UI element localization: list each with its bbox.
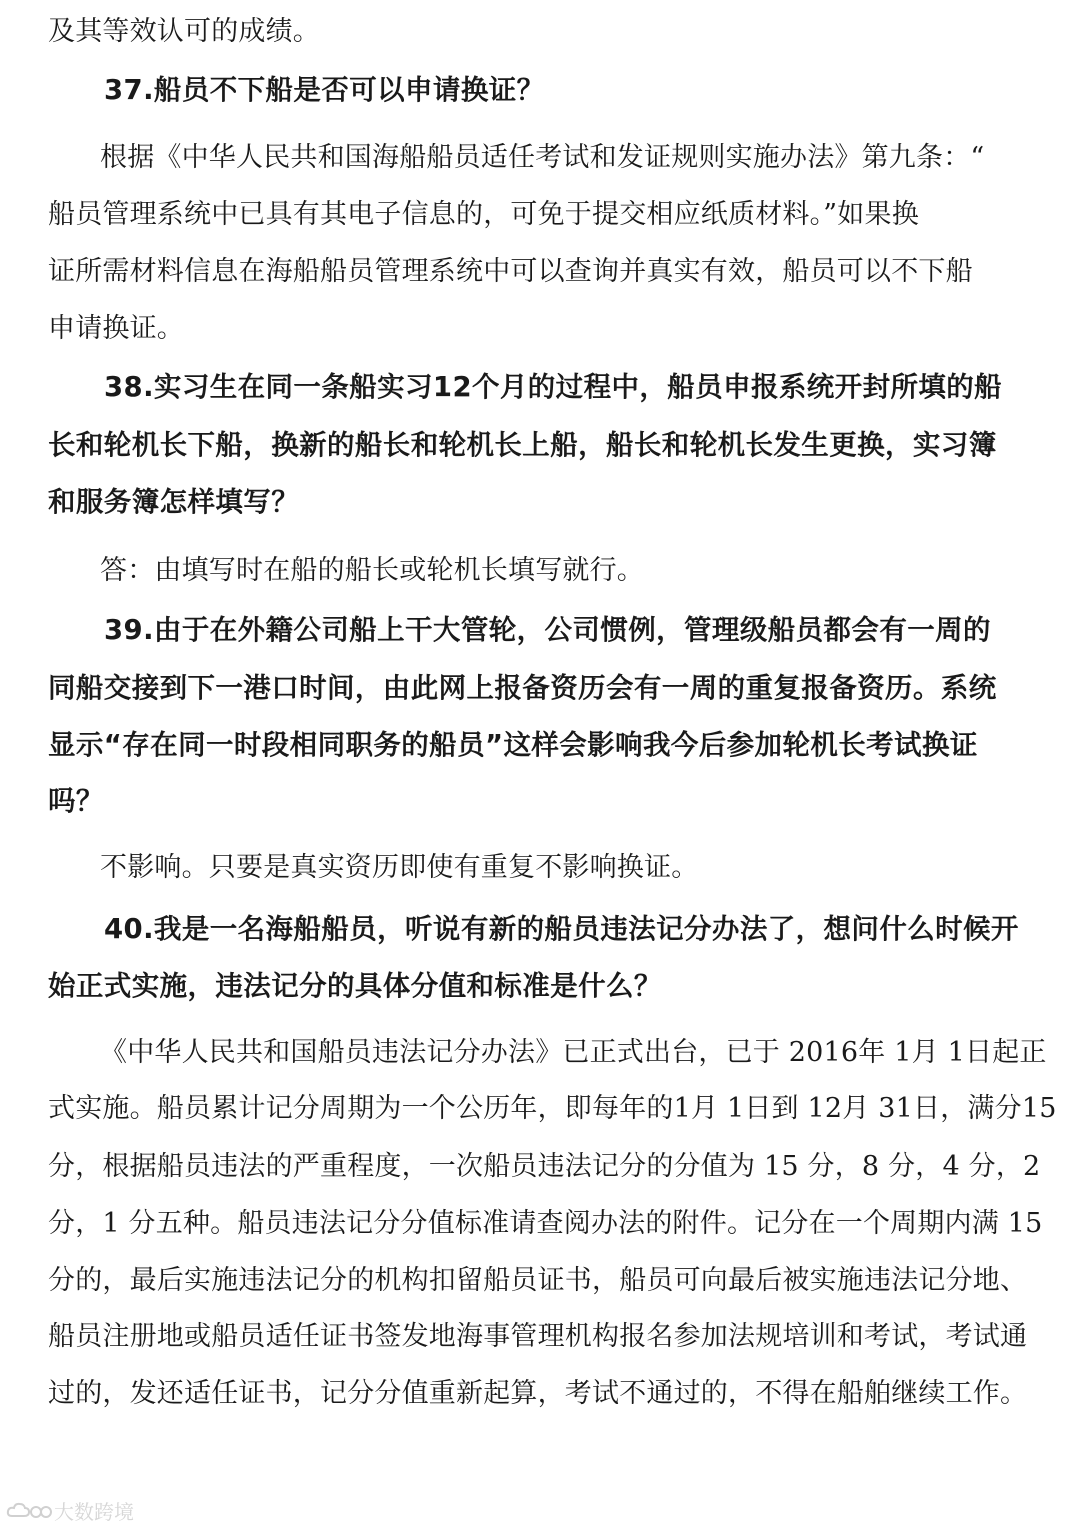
- question-40-heading-cont: 始正式实施，违法记分的具体分值和标准是什么？: [48, 970, 662, 1002]
- paragraph-line: 过的，发还适任证书，记分分值重新起算，考试不通过的，不得在船舶继续工作。: [48, 1378, 1028, 1409]
- paragraph-line: 船员管理系统中已具有其电子信息的，可免于提交相应纸质材料。”如果换: [48, 199, 919, 230]
- question-39-heading-cont: 吗？: [48, 785, 104, 817]
- paragraph-line: 分，根据船员违法的严重程度，一次船员违法记分的分值为 15 分，8 分，4 分，2: [48, 1151, 1041, 1182]
- paragraph-line: 及其等效认可的成绩。: [48, 16, 320, 47]
- answer-39: 不影响。只要是真实资历即使有重复不影响换证。: [100, 852, 699, 883]
- paragraph-line: 证所需材料信息在海船船员管理系统中可以查询并真实有效，船员可以不下船: [48, 256, 973, 287]
- question-38-heading: 38.实习生在同一条船实习12个月的过程中，船员申报系统开封所填的船: [104, 371, 1003, 403]
- paragraph-line: 分的，最后实施违法记分的机构扣留船员证书，船员可向最后被实施违法记分地、: [48, 1265, 1028, 1296]
- question-39-heading-cont: 同船交接到下一港口时间，由此网上报备资历会有一周的重复报备资历。系统: [48, 672, 997, 704]
- watermark-text: 大数跨境: [54, 1500, 134, 1524]
- paragraph-line: 《中华人民共和国船员违法记分办法》已正式出台，已于 2016年 1月 1日起正: [100, 1037, 1047, 1068]
- question-38-heading-cont: 长和轮机长下船，换新的船长和轮机长上船，船长和轮机长发生更换，实习簿: [48, 429, 997, 461]
- question-37-heading: 37.船员不下船是否可以申请换证？: [104, 74, 545, 106]
- paragraph-line: 式实施。船员累计记分周期为一个公历年，即每年的1月 1日到 12月 31日，满分15: [48, 1093, 1057, 1124]
- answer-38: 答：由填写时在船的船长或轮机长填写就行。: [100, 555, 644, 586]
- paragraph-line: 船员注册地或船员适任证书签发地海事管理机构报名参加法规培训和考试，考试通: [48, 1321, 1028, 1352]
- question-39-heading: 39.由于在外籍公司船上干大管轮，公司惯例，管理级船员都会有一周的: [104, 614, 991, 646]
- paragraph-line: 申请换证。: [48, 313, 184, 344]
- question-39-heading-cont: 显示“存在同一时段相同职务的船员”这样会影响我今后参加轮机长考试换证: [48, 729, 978, 761]
- paragraph-line: 分，1 分五种。船员违法记分分值标准请查阅办法的附件。记分在一个周期内满 15: [48, 1208, 1043, 1239]
- question-38-heading-cont: 和服务簿怎样填写？: [48, 486, 300, 518]
- question-40-heading: 40.我是一名海船船员，听说有新的船员违法记分办法了，想问什么时候开: [104, 913, 1019, 945]
- paragraph-line: 根据《中华人民共和国海船船员适任考试和发证规则实施办法》第九条：“: [100, 142, 985, 173]
- cloud-logo-icon: [6, 1500, 52, 1522]
- watermark: [6, 1496, 134, 1525]
